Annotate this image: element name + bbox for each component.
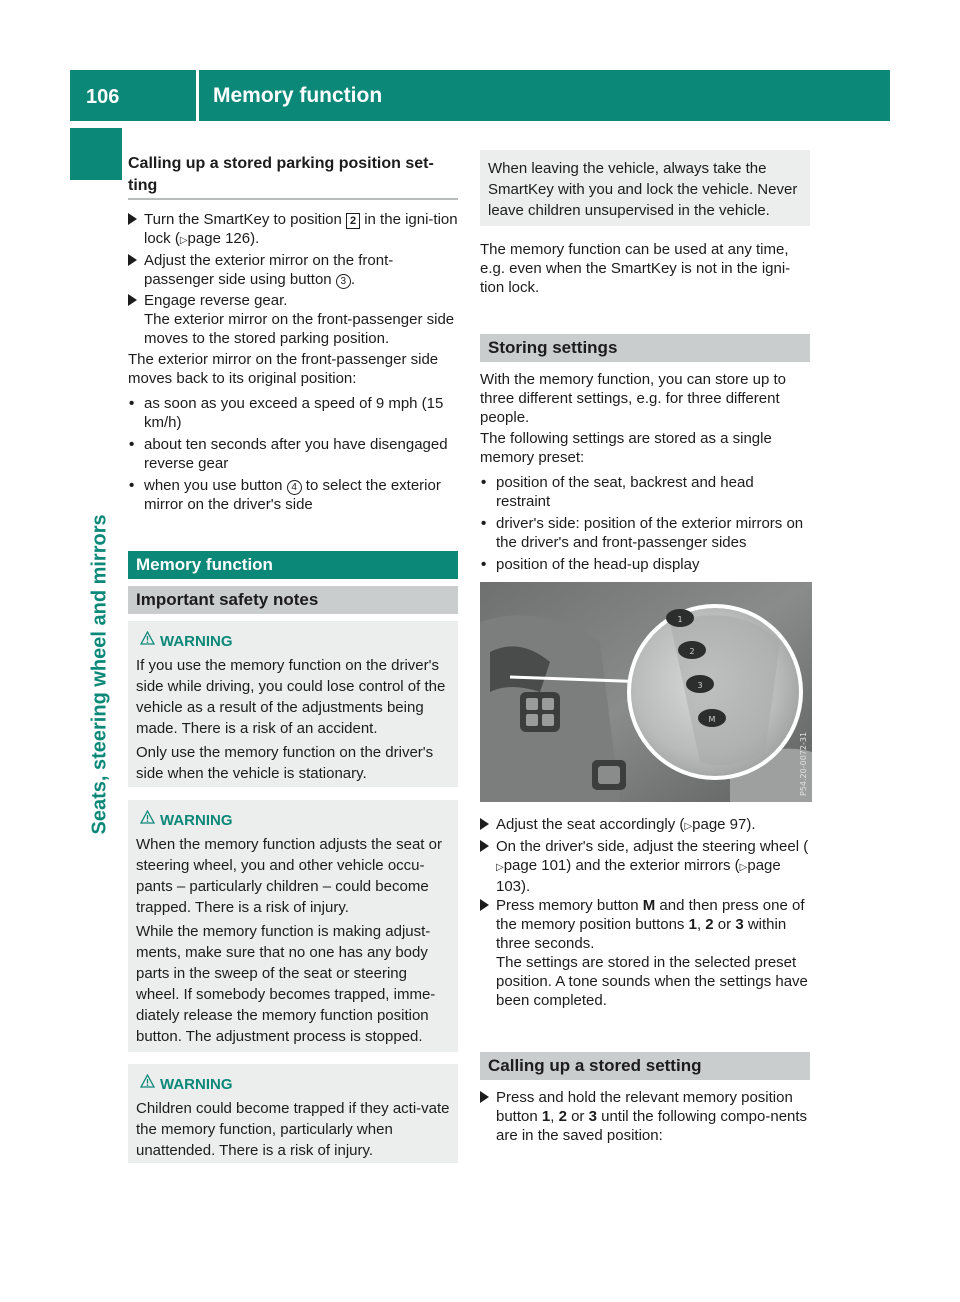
storing-text: With the memory function, you can store up to three different settings, e.g. for three different people. [480,371,786,426]
step-arrow-icon [480,1091,489,1103]
page-ref-icon: ▷ [739,862,748,873]
heading-rule [128,198,458,200]
list-item: • when you use button 4 to select the exterior mirror on the driver's side [129,477,441,513]
step-reverse-gear: Engage reverse gear. The exterior mirror on the front-passenger side moves to the stored parking position. [128,291,460,348]
safety-notes-bar: Important safety notes [128,586,458,614]
page-number: 106 [86,86,120,108]
warning-icon [140,631,155,645]
warning-text: Children could become trapped if they acti-vate the memory function, particularly when unattended. There is a risk of injury. [136,1100,450,1159]
button-number-badge: 4 [287,480,302,495]
warning-text: If you use the memory function on the driver's side while driving, you could lose control of the vehicle as a result of the adjustments being made. There is a risk of an accident. [136,657,446,737]
key-label: 3 [735,916,744,933]
note-text: When leaving the vehicle, always take the SmartKey with you and lock the vehicle. Never leave children unsupervised in the vehicle. [488,160,798,219]
key-label: 2 [558,1108,567,1125]
key-label: 3 [588,1108,597,1125]
warning-label: WARNING [160,1076,233,1093]
storing-settings-bar: Storing settings [480,334,810,362]
key-label: M [642,897,656,914]
button-number-badge: 3 [336,274,351,289]
step-press-hold: Press and hold the relevant memory position button 1, 2 or 3 until the following compo-nents are in the saved position: [480,1088,812,1145]
bullet-icon: • [481,556,487,573]
position-badge: 2 [346,213,360,229]
mirror-return-text: The exterior mirror on the front-passenger side moves back to its original position: [128,351,439,387]
warning-text: While the memory function is making adjust-ments, make sure that no one has any body parts in the sweep of the seat or steering wheel. If somebody becomes trapped, imme-diately release the memory function position button. The adjustment process is stopped. [136,923,436,1045]
parking-heading: Calling up a stored parking position set-ting [128,155,434,194]
page-ref-icon: ▷ [496,862,504,873]
step-arrow-icon [128,294,137,306]
step-adjust-seat: Adjust the seat accordingly (▷page 97). [480,815,812,836]
warning-icon [140,810,155,824]
note-box [480,150,810,226]
memory-button-label: 1 [677,615,683,624]
list-item: • position of the seat, backrest and head restraint [481,474,754,510]
page-header [70,70,890,121]
step-arrow-icon [480,818,489,830]
memory-function-bar: Memory function [128,551,458,579]
warning-box [128,621,458,787]
warning-icon [140,1074,155,1088]
step-arrow-icon [480,899,489,911]
header-title: Memory function [213,84,383,107]
step-press-memory: Press memory button M and then press one of the memory position buttons 1, 2 or 3 within three seconds. The settings are stored in the selected preset position. A tone sounds when the settings have been completed. [480,896,812,1010]
header-divider [196,70,199,121]
warning-text: Only use the memory function on the driver's side when the vehicle is stationary. [136,744,434,782]
warning-box [128,800,458,1052]
list-item: • driver's side: position of the exterior mirrors on the driver's and front-passenger sides [481,515,804,551]
memory-button-label: 2 [689,647,695,656]
step-arrow-icon [480,840,489,852]
page-ref-icon: ▷ [684,821,693,832]
memory-button-label: M [708,715,716,724]
page-ref-link[interactable]: page 126 [187,230,251,247]
key-label: 1 [688,916,697,933]
step-adjust-mirror: Adjust the exterior mirror on the front-passenger side using button 3 . [128,251,460,289]
key-label: 1 [541,1108,551,1125]
bullet-icon: • [481,474,487,491]
page-ref-link[interactable]: page 103 [496,857,781,895]
bullet-icon: • [129,436,135,453]
bullet-icon: • [481,515,487,532]
warning-box [128,1064,458,1163]
page-ref-icon: ▷ [179,235,188,246]
calling-setting-bar: Calling up a stored setting [480,1052,810,1080]
warning-text: When the memory function adjusts the seat or steering wheel, you and other vehicle occu-pants – particularly children – could become trapped. There is a risk of injury. [136,836,442,916]
step-arrow-icon [128,213,137,225]
bullet-icon: • [129,395,135,412]
step-arrow-icon [128,254,137,266]
memory-intro-text: The memory function can be used at any time, e.g. even when the SmartKey is not in the igni-tion lock. [480,241,791,296]
page-ref-link[interactable]: page 97 [692,816,747,833]
bullet-icon: • [129,477,135,494]
photo-code: P54.20-0072-31 [799,731,808,796]
stored-as-text: The following settings are stored as a single memory preset: [480,430,772,466]
memory-buttons-photo [480,582,812,802]
list-item: • position of the head-up display [481,556,700,573]
door-panel-illustration [480,582,812,802]
warning-label: WARNING [160,633,233,650]
step-turn-smartkey: Turn the SmartKey to position 2 in the igni-tion lock (▷page 126). [128,210,460,250]
key-label: 2 [705,916,714,933]
section-sidebar [70,128,122,1238]
warning-label: WARNING [160,812,233,829]
list-item: • about ten seconds after you have disengaged reverse gear [129,436,448,472]
sidebar-marker [70,128,122,180]
list-item: • as soon as you exceed a speed of 9 mph (15 km/h) [129,395,444,431]
memory-button-label: 3 [697,681,703,690]
step-adjust-steering: On the driver's side, adjust the steering wheel (▷page 101) and the exterior mirrors (▷page 103). [480,837,812,896]
page-ref-link[interactable]: page 101 [503,857,567,874]
sidebar-section-title: Seats, steering wheel and mirrors [88,514,111,835]
